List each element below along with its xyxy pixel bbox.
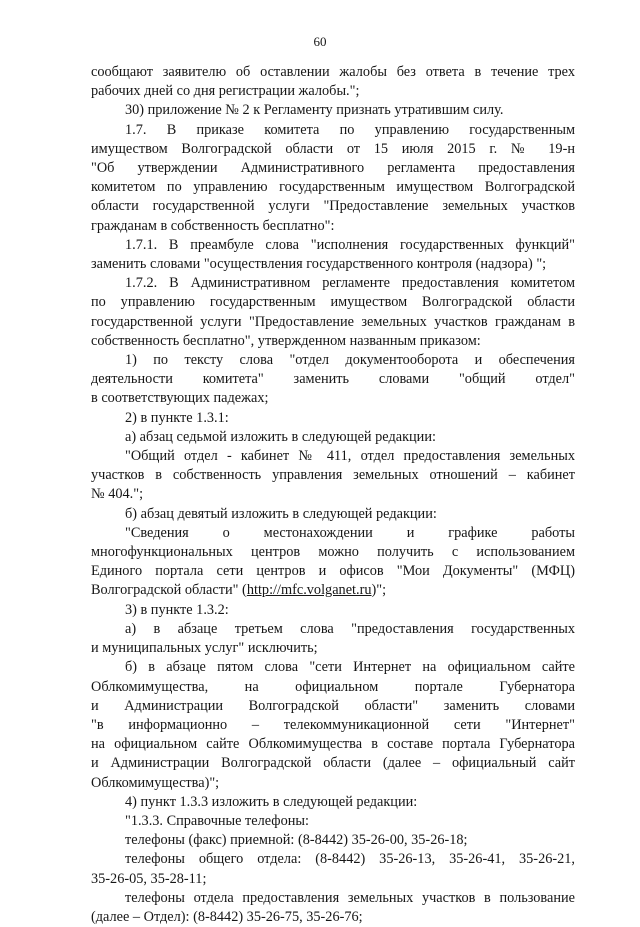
text-line: а) в абзаце третьем слова "предоставления государственных <box>125 620 575 637</box>
text-line: "1.3.3. Справочные телефоны: <box>125 812 309 829</box>
page-number: 60 <box>313 34 327 49</box>
text-line: телефоны отдела предоставления земельных участков в пользование <box>125 889 575 906</box>
text-line: рабочих дней со дня регистрации жалобы."; <box>91 83 360 100</box>
text-line: телефоны (факс) приемной: (8-8442) 35-26-00, 35-26-18; <box>125 832 468 849</box>
text-line: гражданам в собственность бесплатно": <box>91 217 335 234</box>
text-line: "Общий отдел - кабинет № 411, отдел предоставления земельных <box>125 448 575 465</box>
text-line: государственной услуги "Предоставление земельных участков гражданам в <box>91 313 575 330</box>
document-body <box>91 63 575 927</box>
text-line: "Об утверждении Административного регламента предоставления <box>91 160 575 177</box>
text-line: и Администрации Волгоградской области (далее – официальный сайт <box>91 755 575 772</box>
text-line: 1) по тексту слова "отдел документооборота и обеспечения <box>125 352 575 369</box>
text-line: заменить словами "осуществления государственного контроля (надзора) "; <box>91 256 547 273</box>
text-line: Единого портала сети центров и офисов "Мои Документы" (МФЦ) <box>91 563 575 580</box>
text-line: 1.7. В приказе комитета по управлению государственным <box>125 121 575 138</box>
text-line: собственность бесплатно", утвержденном названным приказом: <box>91 332 481 349</box>
text-line: 35-26-05, 35-28-11; <box>91 870 207 887</box>
text-line: а) абзац седьмой изложить в следующей редакции: <box>125 428 436 445</box>
text-line: 1.7.1. В преамбуле слова "исполнения государственных функций" <box>125 236 575 253</box>
text-line: сообщают заявителю об оставлении жалобы без ответа в течение трех <box>91 64 575 80</box>
text-line: б) абзац девятый изложить в следующей редакции: <box>125 505 437 522</box>
text-line: 3) в пункте 1.3.2: <box>125 601 229 618</box>
text-line: 4) пункт 1.3.3 изложить в следующей редакции: <box>125 793 418 810</box>
text-line: Волгоградской области" (http://mfc.volganet.ru)"; <box>91 582 387 599</box>
text-line: многофункциональных центров можно получить с использованием <box>91 544 575 561</box>
text-line: 1.7.2. В Административном регламенте предоставления комитетом <box>125 275 575 292</box>
text-line: комитетом по управлению государственным имуществом Волгоградской <box>91 179 575 196</box>
text-line: по управлению государственным имуществом Волгоградской области <box>91 294 575 311</box>
text-line: и муниципальных услуг" исключить; <box>91 640 318 657</box>
text-line: "Сведения о местонахождении и графике работы <box>125 524 575 541</box>
text-line: в соответствующих падежах; <box>91 390 269 407</box>
text-line: 30) приложение № 2 к Регламенту признать утратившим силу. <box>125 102 504 119</box>
text-line: участков в собственность управления земельных отношений – кабинет <box>91 467 575 484</box>
text-line: "в информационно – телекоммуникационной сети "Интернет" <box>91 716 575 733</box>
text-line: 2) в пункте 1.3.1: <box>125 409 229 426</box>
text-line: области государственной услуги "Предоставление земельных участков <box>91 198 575 215</box>
text-line: Облкомимущества)"; <box>91 774 220 791</box>
text-line: Облкомимущества, на официальном портале Губернатора <box>91 678 575 695</box>
text-line: деятельности комитета" заменить словами "общий отдел" <box>91 371 575 388</box>
text-line: № 404."; <box>91 486 144 503</box>
mfc-link[interactable]: http://mfc.volganet.ru <box>246 582 372 599</box>
text-line: и Администрации Волгоградской области" заменить словами <box>91 697 575 714</box>
text-line: имуществом Волгоградской области от 15 июля 2015 г. № 19-н <box>91 140 575 157</box>
text-line: (далее – Отдел): (8-8442) 35-26-75, 35-26-76; <box>91 908 363 925</box>
text-line: б) в абзаце пятом слова "сети Интернет на официальном сайте <box>125 659 575 676</box>
text-line: телефоны общего отдела: (8-8442) 35-26-13, 35-26-41, 35-26-21, <box>125 851 575 868</box>
text-line: на официальном сайте Облкомимущества в составе портала Губернатора <box>91 736 575 753</box>
